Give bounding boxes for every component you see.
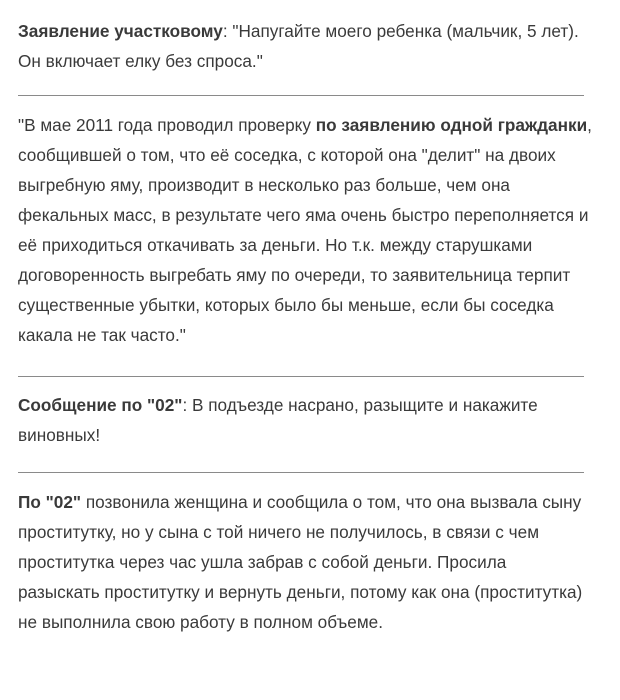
entry-lead: Заявление участковому [18, 21, 223, 41]
entry-cesspit-complaint [18, 110, 592, 350]
divider [18, 472, 584, 473]
entry-text: позвонила женщина и сообщила о том, что она вызвала сыну проститутку, но у сына с той ничего не получилось, в связи с чем проститутка через час ушла забрав с собой деньги. Просила разыскать проститутку и вернуть деньги, потому как она (проститутка) не выполнила свою работу в полном объеме. [18, 492, 583, 632]
entry-district-officer-statement [18, 16, 592, 76]
entry-02-call-report [18, 487, 592, 637]
entry-bold-phrase: по заявлению одной гражданки [315, 115, 588, 135]
divider [18, 376, 584, 377]
divider [18, 95, 584, 96]
entry-lead: Сообщение по "02" [18, 395, 183, 415]
entry-text-before: "В мае 2011 года проводил проверку [18, 115, 316, 135]
entry-text: : "Напугайте моего ребенка (мальчик, 5 лет). Он включает елку без спроса." [18, 21, 579, 71]
entry-text: : В подъезде насрано, разыщите и накажите виновных! [18, 395, 538, 445]
entry-lead: По "02" [18, 492, 82, 512]
entry-02-stairwell-report [18, 390, 592, 450]
entry-text-after: , сообщившей о том, что её соседка, с которой она "делит" на двоих выгребную яму, производит в несколько раз больше, чем она фекальных масс, в результате чего яма очень быстро переполняется и её приходиться откачивать за деньги. Но т.к. между старушками договоренность выгребать яму по очереди, то заявительница терпит существенные убытки, которых было бы меньше, если бы соседка какала не так часто." [18, 115, 592, 345]
